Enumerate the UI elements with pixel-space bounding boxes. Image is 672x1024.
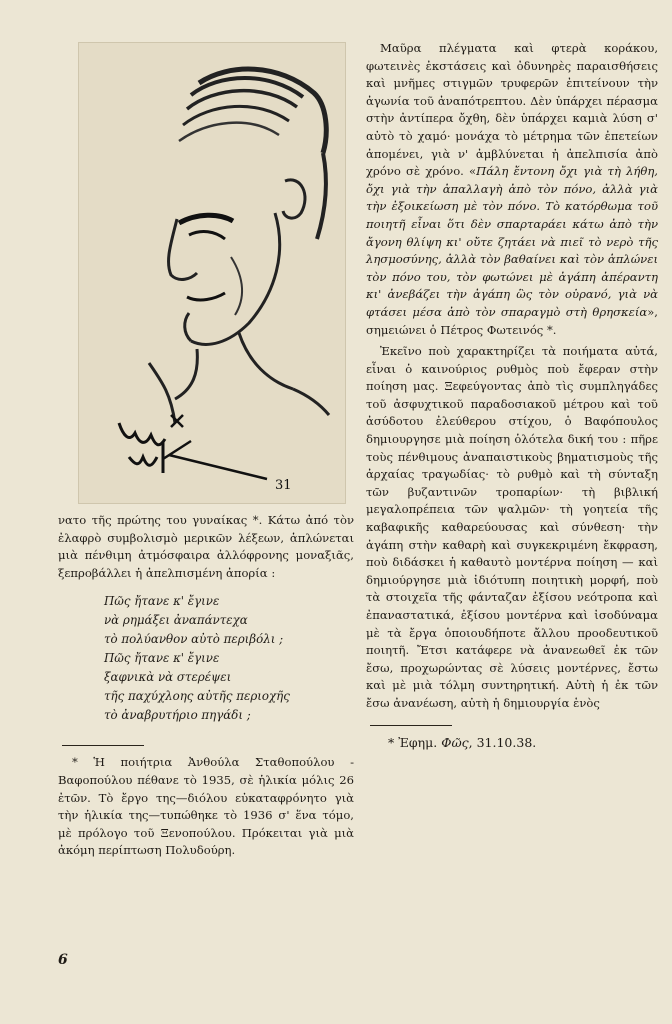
- left-footnote: * Ἡ ποιήτρια Ἀνθούλα Σταθοπούλου - Βαφοπούλου πέθανε τὸ 1935, σὲ ἡλικία μόλις 26 ἐτῶν. Τὸ ἔργο της—διόλου εὐκαταφρόνητο γιὰ τὴν ἡλικία της—τυπώθηκε τὸ 1936 σ' ἕνα τόμο, μὲ πρόλογο τοῦ Ξενοπούλου. Πρόκειται γιὰ μιὰ ἀκόμη περίπτωση Πολυδούρη.: [58, 755, 354, 858]
- quoted-text: Πάλη ἔντονη ὄχι γιὰ τὴ λήθη, ὄχι γιὰ τὴν ἀπαλλαγὴ ἀπὸ τὸν πόνο, ἀλλὰ γιὰ τὴν ἐξοικείωση μὲ τὸν πόνο. Τὸ κατόρθωμα τοῦ ποιητῆ εἶναι ὅτι δὲν σπαρταράει κάτω ἀπὸ τὴν ἄγονη θλίψη κι' οὔτε ζητάει νὰ πιεῖ τὸ νερὸ τῆς λησμοσύνης, ἀλλὰ τὸν βαθαίνει καὶ τὸν ἁπλώνει τὸν πόνο του, τὸν φωτώνει μὲ ἀγάπη ἀπέραντη κι' ἀνεβάζει τὴν ἀγάπη ὣς τὸν οὐρανό, γιὰ νὰ φτάσει μέσα ἀπὸ τὸν σπαραγμὸ στὴ θρησκεία: [366, 164, 658, 319]
- poem-line: Πῶς ἤτανε κ' ἔγινε: [104, 651, 220, 666]
- left-column: [58, 512, 354, 860]
- signature-date: 31: [275, 478, 292, 493]
- right-column: [366, 40, 658, 752]
- poem-line: Πῶς ἤτανε κ' ἔγινε: [104, 594, 220, 609]
- newspaper-name: Φῶς: [441, 734, 469, 750]
- paragraph-text: », σημειώνει ὁ Πέτρος Φωτεινός *.: [366, 304, 658, 337]
- right-paragraph-2: Ἐκεῖνο ποὺ χαρακτηρίζει τὰ ποιήματα αὐτά, εἶναι ὁ καινούριος ρυθμὸς ποὺ ἔφεραν στὴν ποίηση μας. Ξεφεύγοντας ἀπὸ τὶς συμπληγάδες τοῦ ἀσφυχτικοῦ παραδοσιακοῦ μέτρου καὶ τοῦ ἀσύδοτου ἐλεύθερου στίχου, ὁ Βαφόπουλος δημιουργησε μιὰ ποίηση ὁλότελα δική του : πῆρε τοὺς πένθιμους ἀναπαιστικοὺς βηματισμοὺς τῆς ἀρχαίας τραγωδίας· τὸ ρυθμὸ καὶ τὴ σύνταξη τῶν βυζαντινῶν τροπαρίων· τὴ βιβλική μεγαλοπρέπεια τῶν ψαλμῶν· τὴ γοητεία τῆς καβαφικῆς καθαρεύουσας καὶ σύνθεση· τὴν ἀγάπη στὴν καθαρὴ καὶ συγκεκριμένη ἔκφραση, ποὺ διδάσκει ἡ καθαυτὸ μοντέρνα ποίηση — καὶ δημιούργησε μιὰ ἰδιότυπη ποιητικὴ μορφή, ποὺ τὰ στοιχεῖα τῆς φάνταζαν ἐξίσου νεότροπα καὶ ἐπαναστατικά, ἐξίσου μοντέρνα καὶ ἰσοδύναμα μὲ τὰ ἔργα ὁποιουδήποτε ἄλλου προοδευτικοῦ ποιητῆ. Ἔτσι κατάφερε νὰ ἀνανεωθεῖ ἐκ τῶν ἔσω, προχωρώντας σὲ λύσεις μοντέρνες, ἔστω καὶ μὲ μιὰ τόλμη συντηρητική. Αὐτὴ ἡ ἐκ τῶν ἔσω ἀνανέωση, αὐτὴ ἡ δημιουργία ἑνὸς: [366, 344, 658, 710]
- page-number: 6: [58, 952, 68, 968]
- portrait-sketch: [78, 42, 346, 504]
- poem-quote: [104, 592, 354, 725]
- poem-line: τῆς παχύχλοης αὐτῆς περιοχῆς: [104, 689, 290, 704]
- right-footnote: [366, 734, 658, 752]
- footnote-divider: [62, 745, 144, 746]
- footnote-prefix: * Ἐφημ.: [388, 734, 442, 750]
- paragraph-text: Μαῦρα πλέγματα καὶ φτερὰ κοράκου, φωτεινὲς ἐκστάσεις καὶ ὀδυνηρὲς παραισθήσεις καὶ μνῆμες στιγμῶν τρυφερῶν ἐπιτείνουν τὴν ἀγωνία τοῦ ἀναπότρεπτου. Δὲν ὑπάρχει πέρασμα στὴν ἀντίπερα ὄχθη, δὲν ὑπάρχει καμιὰ λύση σ' αὐτὸ τὸ χαμό· μονάχα τὸ μέτρημα τῶν ἐπετείων ἀπομένει, γιὰ ν' ἀμβλύνεται ἡ ἀπελπισία ἀπὸ χρόνο σὲ χρόνο. «: [366, 41, 658, 179]
- poem-line: νὰ ρημάξει ἀναπάντεχα: [104, 613, 248, 628]
- left-intro-paragraph: νατο τῆς πρώτης του γυναίκας *. Κάτω ἀπό τὸν ἐλαφρὸ συμβολισμὸ μερικῶν λέξεων, ἁπλώνεται μιὰ πένθιμη ἀτμόσφαιρα ἀλλόφρονης μοναξιᾶς, ξεπροβάλλει ἡ ἀπελπισμένη ἀπορία :: [58, 513, 354, 580]
- footnote-date: , 31.10.38.: [468, 734, 537, 750]
- right-paragraph-1: [366, 40, 658, 339]
- poem-line: τὸ πολύανθον αὐτὸ περιβόλι ;: [104, 632, 284, 647]
- footnote-divider: [370, 725, 452, 726]
- poem-line: ξαφνικὰ νὰ στερέψει: [104, 670, 232, 685]
- poem-line: τὸ ἀναβρυτήριο πηγάδι ;: [104, 708, 251, 723]
- portrait-illustration: [79, 43, 345, 503]
